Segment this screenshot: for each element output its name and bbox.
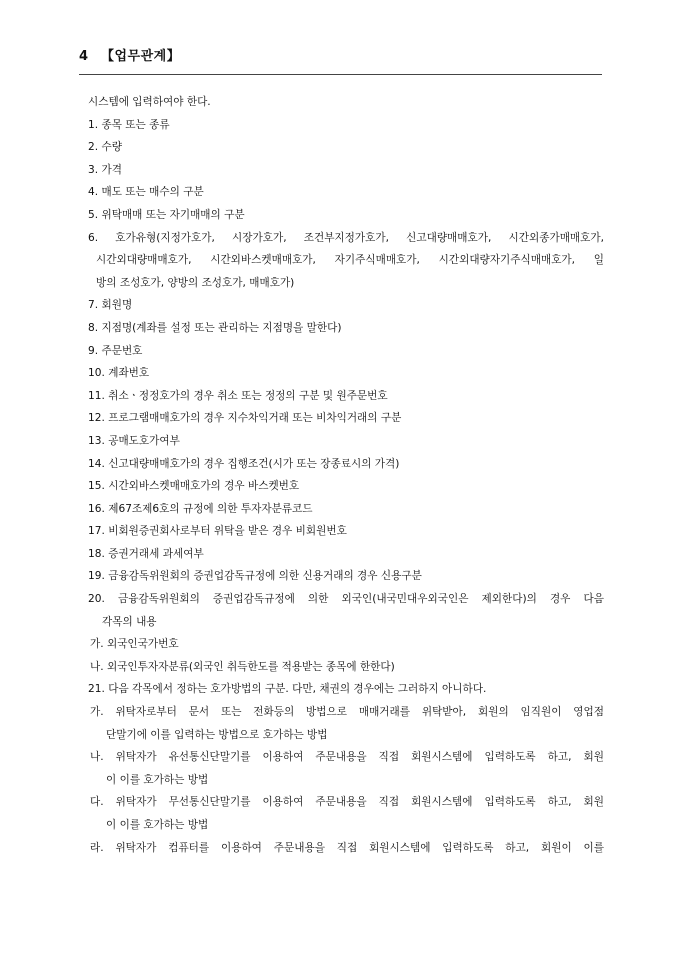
list-item: 21. 다음 각목에서 정하는 호가방법의 구분. 다만, 채권의 경우에는 그러하지 아니하다. bbox=[88, 683, 487, 696]
sub-list-item-continuation: 단말기에 이를 입력하는 방법으로 호가하는 방법 bbox=[106, 728, 328, 741]
list-item: 17. 비회원증권회사로부터 위탁을 받은 경우 비회원번호 bbox=[88, 525, 347, 538]
list-item: 2. 수량 bbox=[88, 141, 122, 154]
sub-list-item: 나. 위탁자가 유선통신단말기를 이용하여 주문내용을 직접 회원시스템에 입력하도록 하고, 회원 bbox=[90, 751, 604, 764]
list-item: 20. 금융감독위원회의 증권업감독규정에 의한 외국인(내국민대우외국인은 제외한다)의 경우 다음 bbox=[88, 593, 604, 606]
list-item-continuation: 방의 조성호가, 양방의 조성호가, 매매호가) bbox=[96, 276, 295, 289]
list-item: 16. 제67조제6호의 규정에 의한 투자자분류코드 bbox=[88, 502, 313, 515]
text-line: 시스템에 입력하여야 한다. bbox=[88, 96, 211, 108]
sub-list-item: 다. 위탁자가 무선통신단말기를 이용하여 주문내용을 직접 회원시스템에 입력하도록 하고, 회원 bbox=[90, 796, 604, 809]
list-item: 9. 주문번호 bbox=[88, 344, 143, 357]
document-body bbox=[88, 92, 604, 860]
sub-list-item-continuation: 이 이를 호가하는 방법 bbox=[106, 819, 209, 831]
list-item: 15. 시간외바스켓매매호가의 경우 바스켓번호 bbox=[88, 480, 300, 493]
list-item: 6. 호가유형(지정가호가, 시장가호가, 조건부지정가호가, 신고대량매매호가, 시간외종가매매호가, bbox=[88, 231, 604, 244]
header-divider bbox=[79, 74, 602, 75]
list-item: 18. 증권거래세 과세여부 bbox=[88, 547, 204, 560]
list-item: 7. 회원명 bbox=[88, 299, 133, 312]
list-item: 8. 지점명(계좌를 설정 또는 관리하는 지점명을 말한다) bbox=[88, 321, 342, 334]
sub-list-item-continuation: 이 이를 호가하는 방법 bbox=[106, 773, 209, 786]
sub-list-item: 가. 외국인국가번호 bbox=[90, 638, 179, 651]
list-item: 4. 매도 또는 매수의 구분 bbox=[88, 186, 204, 199]
list-item: 1. 종목 또는 종류 bbox=[88, 118, 170, 131]
sub-list-item: 나. 외국인투자자분류(외국인 취득한도를 적용받는 종목에 한한다) bbox=[90, 660, 395, 673]
list-item: 14. 신고대량매매호가의 경우 집행조건(시가 또는 장종료시의 가격) bbox=[88, 457, 400, 470]
list-item: 19. 금융감독위원회의 증권업감독규정에 의한 신용거래의 경우 신용구분 bbox=[88, 570, 422, 583]
list-item-continuation: 각목의 내용 bbox=[102, 615, 157, 628]
list-item: 5. 위탁매매 또는 자기매매의 구분 bbox=[88, 208, 245, 221]
page-header bbox=[79, 45, 180, 64]
page-number: 4 bbox=[79, 49, 89, 64]
list-item: 12. 프로그램매매호가의 경우 지수차익거래 또는 비차익거래의 구분 bbox=[88, 412, 402, 425]
sub-list-item: 가. 위탁자로부터 문서 또는 전화등의 방법으로 매매거래를 위탁받아, 회원의 임직원이 영업점 bbox=[90, 706, 604, 719]
list-item: 13. 공매도호가여부 bbox=[88, 434, 180, 447]
list-item: 10. 계좌번호 bbox=[88, 367, 150, 380]
list-item: 11. 취소ㆍ정정호가의 경우 취소 또는 정정의 구분 및 원주문번호 bbox=[88, 389, 388, 402]
section-title: 【업무관계】 bbox=[101, 49, 181, 64]
list-item-continuation: 시간외대량매매호가, 시간외바스켓매매호가, 자기주식매매호가, 시간외대량자기주식매매호가, 일 bbox=[96, 254, 604, 267]
sub-list-item: 라. 위탁자가 컴퓨터를 이용하여 주문내용을 직접 회원시스템에 입력하도록 하고, 회원이 이를 bbox=[90, 841, 604, 854]
list-item: 3. 가격 bbox=[88, 163, 122, 176]
